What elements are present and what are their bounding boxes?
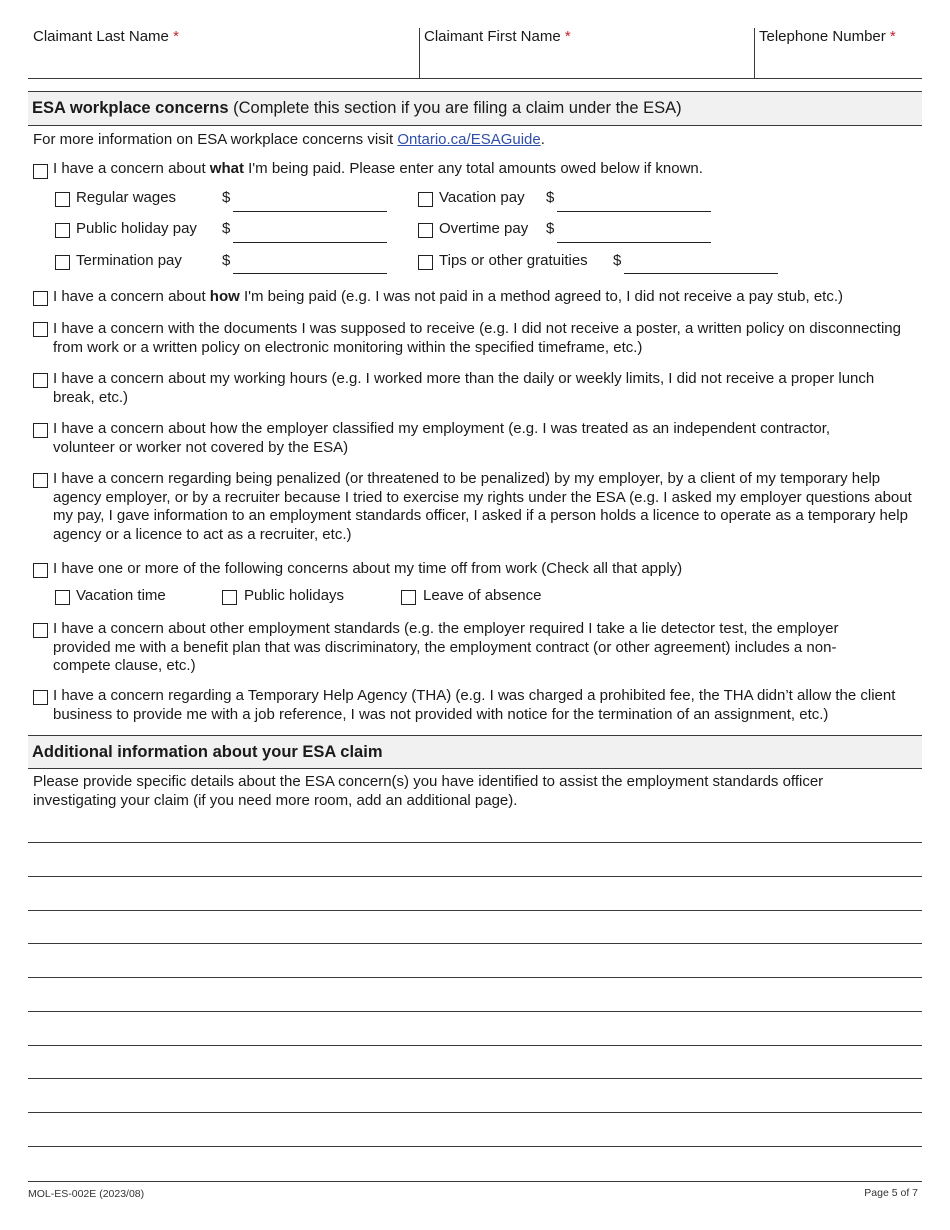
currency-symbol: $ — [222, 189, 231, 206]
page-number: Page 5 of 7 — [864, 1187, 918, 1199]
public-holiday-pay-checkbox[interactable] — [55, 223, 70, 238]
currency-symbol: $ — [613, 252, 622, 269]
last-name-label: Claimant Last Name * — [33, 28, 179, 45]
tips-label: Tips or other gratuities — [439, 252, 588, 269]
how-paid-checkbox[interactable] — [33, 291, 48, 306]
writing-line — [28, 1078, 922, 1079]
additional-info-instructions: Please provide specific details about the ESA concern(s) you have identified to assist the employment standards officer investigating your claim (if you need more room, add an additional page). — [33, 773, 824, 809]
form-id: MOL-ES-002E (2023/08) — [28, 1188, 145, 1200]
how-paid-label: I have a concern about how I'm being paid (e.g. I was not paid in a method agreed to, I did not receive a pay stub, etc.) — [53, 288, 843, 305]
currency-symbol: $ — [546, 220, 555, 237]
last-name-input[interactable] — [28, 48, 418, 76]
writing-line — [28, 842, 922, 843]
vacation-pay-label: Vacation pay — [439, 189, 525, 206]
additional-info-textarea[interactable] — [28, 810, 922, 1182]
esa-guide-link[interactable]: Ontario.ca/ESAGuide — [397, 131, 541, 148]
other-standards-label: I have a concern about other employment standards (e.g. the employer required I take a lie detector test, the employer provided me with a benefit plan that was discriminatory, the employment contract (or other agreement) includes a non-compete clause, etc.) — [53, 620, 839, 674]
tha-label: I have a concern regarding a Temporary Help Agency (THA) (e.g. I was charged a prohibited fee, the THA didn’t allow the client business to provide me with a job reference, I was not provided with notice for the termination of an assignment, etc.) — [53, 687, 896, 723]
public-holiday-pay-amount-input[interactable] — [233, 242, 387, 243]
writing-line — [28, 977, 922, 978]
vacation-time-label: Vacation time — [76, 587, 166, 604]
leave-of-absence-checkbox[interactable] — [401, 590, 416, 605]
tha-checkbox[interactable] — [33, 690, 48, 705]
time-off-label: I have one or more of the following concerns about my time off from work (Check all that apply) — [53, 560, 683, 577]
additional-info-header — [28, 735, 922, 769]
writing-line — [28, 943, 922, 944]
documents-checkbox[interactable] — [33, 322, 48, 337]
writing-line — [28, 1181, 922, 1182]
vacation-time-checkbox[interactable] — [55, 590, 70, 605]
overtime-pay-label: Overtime pay — [439, 220, 529, 237]
currency-symbol: $ — [222, 252, 231, 269]
classification-label: I have a concern about how the employer classified my employment (e.g. I was treated as an independent contractor, volunteer or worker not covered by the ESA) — [53, 420, 831, 456]
overtime-pay-amount-input[interactable] — [557, 242, 711, 243]
leave-of-absence-label: Leave of absence — [423, 587, 542, 604]
writing-line — [28, 1112, 922, 1113]
currency-symbol: $ — [222, 220, 231, 237]
writing-line — [28, 1011, 922, 1012]
telephone-input[interactable] — [756, 48, 921, 76]
first-name-input[interactable] — [421, 48, 753, 76]
field-divider — [419, 28, 420, 78]
penalized-label: I have a concern regarding being penalized (or threatened to be penalized) by my employer, by a client of my temporary help agency employer, or by a recruiter because I tried to exercise my rights under the ESA (e.g. I asked my employer questions about my pay, I gave information to an employment standards officer, I asked if a person holds a licence to operate as a temporary help agency or a licence to act as a recruiter, etc.) — [53, 470, 912, 543]
writing-line — [28, 1045, 922, 1046]
vacation-pay-checkbox[interactable] — [418, 192, 433, 207]
esa-info-text: For more information on ESA workplace concerns visit Ontario.ca/ESAGuide. — [33, 131, 545, 148]
field-divider — [754, 28, 755, 78]
termination-pay-label: Termination pay — [76, 252, 182, 269]
tips-checkbox[interactable] — [418, 255, 433, 270]
what-paid-label: I have a concern about what I'm being paid. Please enter any total amounts owed below if known. — [53, 160, 703, 177]
termination-pay-amount-input[interactable] — [233, 273, 387, 274]
public-holidays-label: Public holidays — [244, 587, 345, 604]
classification-checkbox[interactable] — [33, 423, 48, 438]
esa-section-subtitle: (Complete this section if you are filing a claim under the ESA) — [228, 99, 682, 117]
telephone-label: Telephone Number * — [759, 28, 896, 45]
working-hours-checkbox[interactable] — [33, 373, 48, 388]
writing-line — [28, 876, 922, 877]
other-standards-checkbox[interactable] — [33, 623, 48, 638]
writing-line — [28, 910, 922, 911]
esa-section-header — [28, 91, 922, 126]
additional-info-title: Additional information about your ESA claim — [32, 743, 383, 761]
working-hours-label: I have a concern about my working hours (e.g. I worked more than the daily or weekly limits, I did not receive a proper lunch break, etc.) — [53, 370, 875, 406]
termination-pay-checkbox[interactable] — [55, 255, 70, 270]
regular-wages-label: Regular wages — [76, 189, 177, 206]
documents-label: I have a concern with the documents I was supposed to receive (e.g. I did not receive a poster, a written policy on disconnecting from work or a written policy on electronic monitoring within the specified timeframe, etc.) — [53, 320, 901, 356]
regular-wages-amount-input[interactable] — [233, 211, 387, 212]
first-name-label: Claimant First Name * — [424, 28, 571, 45]
overtime-pay-checkbox[interactable] — [418, 223, 433, 238]
what-paid-checkbox[interactable] — [33, 164, 48, 179]
currency-symbol: $ — [546, 189, 555, 206]
tips-amount-input[interactable] — [624, 273, 778, 274]
esa-section-title: ESA workplace concerns — [32, 99, 229, 117]
header-underline — [28, 78, 922, 79]
penalized-checkbox[interactable] — [33, 473, 48, 488]
writing-line — [28, 1146, 922, 1147]
regular-wages-checkbox[interactable] — [55, 192, 70, 207]
public-holiday-pay-label: Public holiday pay — [76, 220, 197, 237]
public-holidays-checkbox[interactable] — [222, 590, 237, 605]
time-off-checkbox[interactable] — [33, 563, 48, 578]
vacation-pay-amount-input[interactable] — [557, 211, 711, 212]
